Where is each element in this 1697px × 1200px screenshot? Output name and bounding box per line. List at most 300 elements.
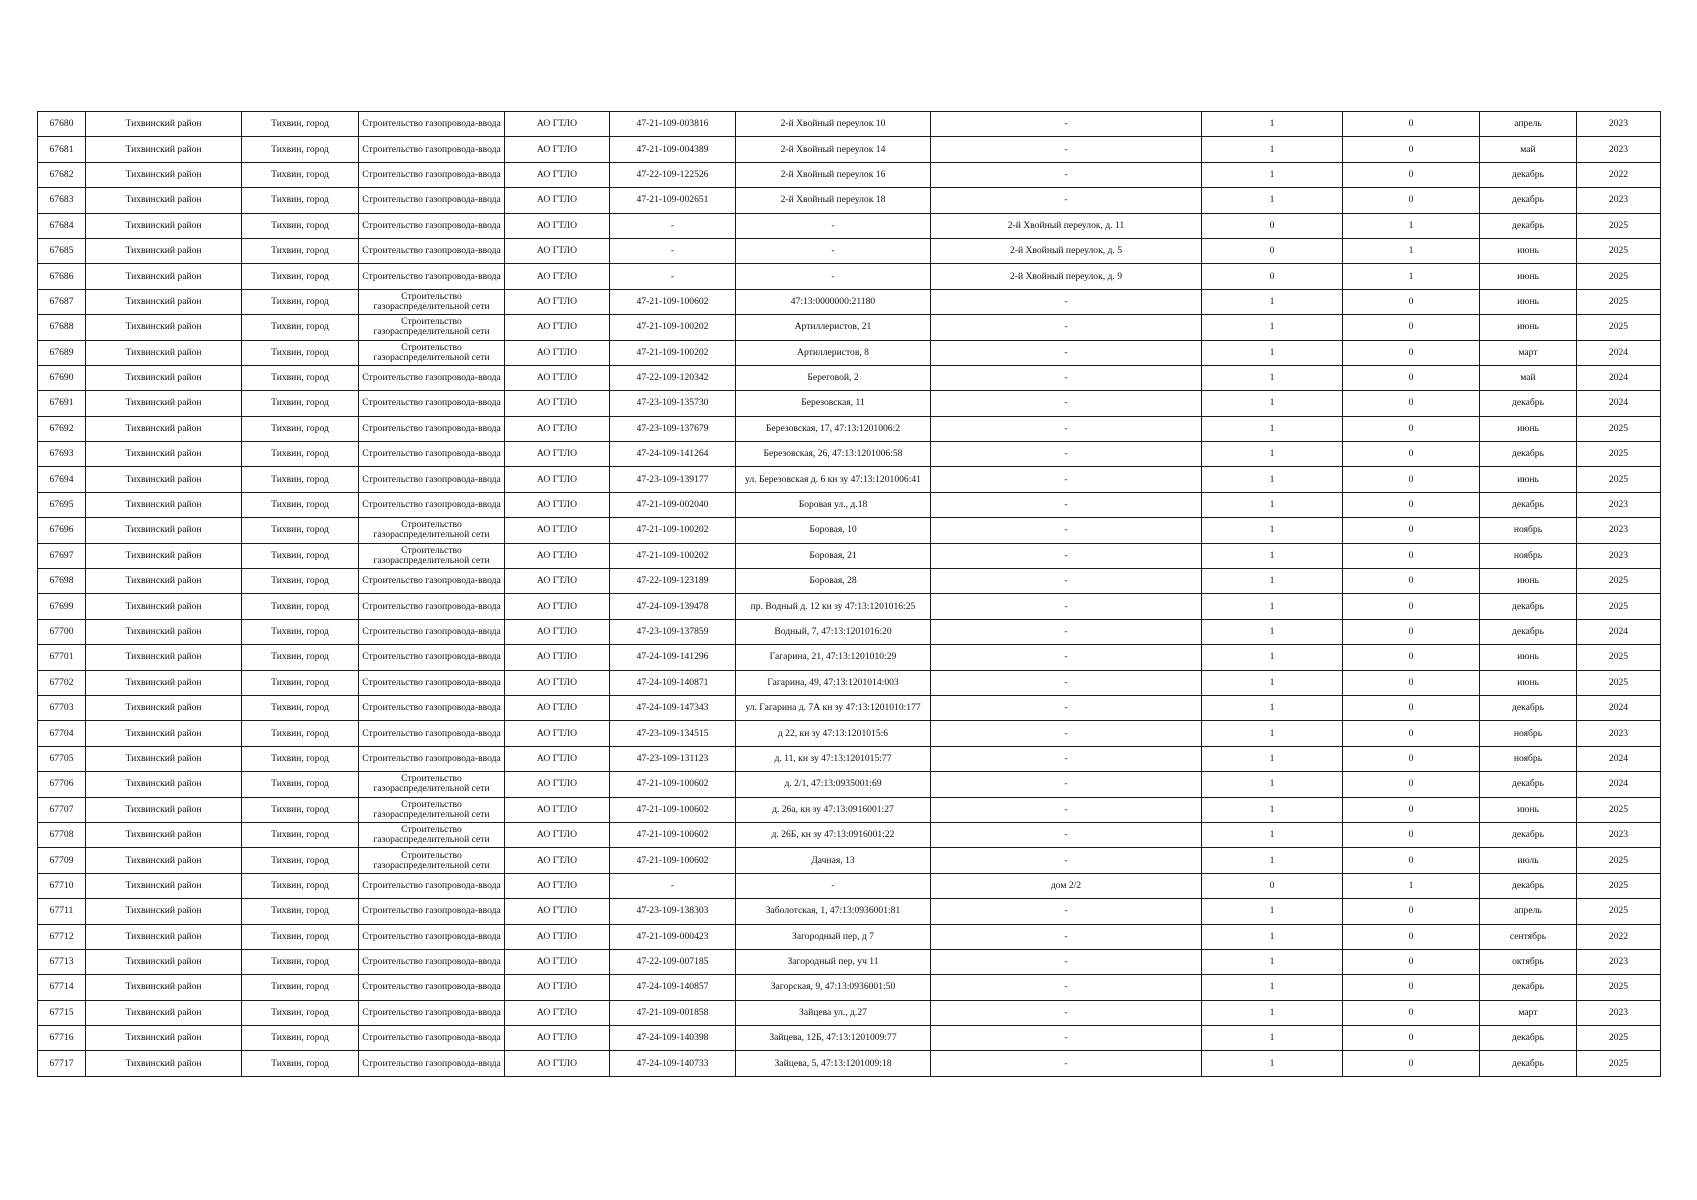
table-row — [38, 162, 1661, 187]
settlement-cell: Тихвин, город — [242, 543, 359, 568]
district-cell: Тихвинский район — [86, 695, 242, 720]
connection-address-cell: ул. Березовская д. 6 кн зу 47:13:1201006:41 — [736, 467, 931, 492]
record-number-cell: 67687 — [38, 289, 86, 314]
work-type-cell: Строительство газопровода-ввода — [359, 492, 505, 517]
record-number-cell: 67711 — [38, 899, 86, 924]
work-type-cell: Строительство газопровода-ввода — [359, 188, 505, 213]
planned-address-cell: 2-й Хвойный переулок, д. 5 — [931, 238, 1202, 263]
district-cell: Тихвинский район — [86, 873, 242, 898]
month-cell: декабрь — [1480, 442, 1577, 467]
connection-address-cell: д. 26Б, кн зу 47:13:0916001:22 — [736, 822, 931, 847]
month-cell: июнь — [1480, 569, 1577, 594]
connection-address-cell: Березовская, 11 — [736, 391, 931, 416]
record-number-cell: 67702 — [38, 670, 86, 695]
count-a-cell: 1 — [1202, 162, 1343, 187]
district-cell: Тихвинский район — [86, 721, 242, 746]
month-cell: июнь — [1480, 467, 1577, 492]
record-number-cell: 67680 — [38, 112, 86, 137]
contract-number-cell: 47-24-109-141296 — [610, 645, 736, 670]
organization-cell: АО ГТЛО — [505, 1026, 610, 1051]
contract-number-cell: 47-21-109-100602 — [610, 848, 736, 873]
organization-cell: АО ГТЛО — [505, 695, 610, 720]
count-b-cell: 0 — [1343, 518, 1480, 543]
district-cell: Тихвинский район — [86, 416, 242, 441]
work-type-cell: Строительство газопровода-ввода — [359, 162, 505, 187]
planned-address-cell: - — [931, 416, 1202, 441]
settlement-cell: Тихвин, город — [242, 949, 359, 974]
settlement-cell: Тихвин, город — [242, 340, 359, 365]
contract-number-cell: 47-21-109-100202 — [610, 340, 736, 365]
planned-address-cell: - — [931, 188, 1202, 213]
work-type-cell: Строительство газораспределительной сети — [359, 543, 505, 568]
count-a-cell: 1 — [1202, 670, 1343, 695]
settlement-cell: Тихвин, город — [242, 264, 359, 289]
district-cell: Тихвинский район — [86, 391, 242, 416]
month-cell: май — [1480, 365, 1577, 390]
settlement-cell: Тихвин, город — [242, 1051, 359, 1076]
table-row — [38, 848, 1661, 873]
year-cell: 2023 — [1577, 188, 1661, 213]
table-row — [38, 721, 1661, 746]
year-cell: 2025 — [1577, 594, 1661, 619]
table-row — [38, 1051, 1661, 1076]
contract-number-cell: 47-24-109-140871 — [610, 670, 736, 695]
work-type-cell: Строительство газопровода-ввода — [359, 264, 505, 289]
district-cell: Тихвинский район — [86, 365, 242, 390]
count-b-cell: 0 — [1343, 746, 1480, 771]
record-number-cell: 67692 — [38, 416, 86, 441]
record-number-cell: 67682 — [38, 162, 86, 187]
count-a-cell: 1 — [1202, 746, 1343, 771]
work-type-cell: Строительство газопровода-ввода — [359, 569, 505, 594]
connection-address-cell: Зайцева, 5, 47:13:1201009:18 — [736, 1051, 931, 1076]
month-cell: ноябрь — [1480, 518, 1577, 543]
connection-address-cell: ул. Гагарина д. 7А кн зу 47:13:1201010:177 — [736, 695, 931, 720]
work-type-cell: Строительство газопровода-ввода — [359, 467, 505, 492]
work-type-cell: Строительство газопровода-ввода — [359, 416, 505, 441]
count-b-cell: 0 — [1343, 442, 1480, 467]
count-b-cell: 0 — [1343, 1026, 1480, 1051]
year-cell: 2023 — [1577, 949, 1661, 974]
month-cell: декабрь — [1480, 492, 1577, 517]
planned-address-cell: - — [931, 1000, 1202, 1025]
organization-cell: АО ГТЛО — [505, 264, 610, 289]
count-a-cell: 1 — [1202, 1000, 1343, 1025]
organization-cell: АО ГТЛО — [505, 543, 610, 568]
contract-number-cell: 47-23-109-135730 — [610, 391, 736, 416]
year-cell: 2025 — [1577, 442, 1661, 467]
organization-cell: АО ГТЛО — [505, 315, 610, 340]
year-cell: 2025 — [1577, 645, 1661, 670]
table-row — [38, 670, 1661, 695]
connection-address-cell: пр. Водный д. 12 кн зу 47:13:1201016:25 — [736, 594, 931, 619]
work-type-cell: Строительство газораспределительной сети — [359, 772, 505, 797]
table-row — [38, 238, 1661, 263]
month-cell: сентябрь — [1480, 924, 1577, 949]
settlement-cell: Тихвин, город — [242, 645, 359, 670]
table-row — [38, 391, 1661, 416]
planned-address-cell: - — [931, 137, 1202, 162]
count-b-cell: 1 — [1343, 264, 1480, 289]
district-cell: Тихвинский район — [86, 188, 242, 213]
planned-address-cell: - — [931, 1051, 1202, 1076]
work-type-cell: Строительство газопровода-ввода — [359, 619, 505, 644]
work-type-cell: Строительство газопровода-ввода — [359, 594, 505, 619]
planned-address-cell: - — [931, 924, 1202, 949]
count-b-cell: 0 — [1343, 162, 1480, 187]
organization-cell: АО ГТЛО — [505, 594, 610, 619]
work-type-cell: Строительство газопровода-ввода — [359, 213, 505, 238]
contract-number-cell: 47-23-109-138303 — [610, 899, 736, 924]
table-row — [38, 442, 1661, 467]
work-type-cell: Строительство газопровода-ввода — [359, 442, 505, 467]
count-b-cell: 0 — [1343, 112, 1480, 137]
record-number-cell: 67693 — [38, 442, 86, 467]
organization-cell: АО ГТЛО — [505, 569, 610, 594]
settlement-cell: Тихвин, город — [242, 670, 359, 695]
table-row — [38, 746, 1661, 771]
month-cell: ноябрь — [1480, 543, 1577, 568]
organization-cell: АО ГТЛО — [505, 112, 610, 137]
district-cell: Тихвинский район — [86, 213, 242, 238]
table-body — [38, 112, 1661, 1077]
table-row — [38, 289, 1661, 314]
count-b-cell: 0 — [1343, 365, 1480, 390]
contract-number-cell: 47-21-109-002040 — [610, 492, 736, 517]
record-number-cell: 67699 — [38, 594, 86, 619]
planned-address-cell: - — [931, 442, 1202, 467]
month-cell: июнь — [1480, 797, 1577, 822]
month-cell: июль — [1480, 848, 1577, 873]
work-type-cell: Строительство газопровода-ввода — [359, 873, 505, 898]
table-row — [38, 873, 1661, 898]
contract-number-cell: 47-24-109-141264 — [610, 442, 736, 467]
table-row — [38, 695, 1661, 720]
work-type-cell: Строительство газопровода-ввода — [359, 975, 505, 1000]
settlement-cell: Тихвин, город — [242, 975, 359, 1000]
settlement-cell: Тихвин, город — [242, 873, 359, 898]
organization-cell: АО ГТЛО — [505, 619, 610, 644]
table-row — [38, 315, 1661, 340]
work-type-cell: Строительство газопровода-ввода — [359, 924, 505, 949]
count-a-cell: 1 — [1202, 442, 1343, 467]
planned-address-cell: 2-й Хвойный переулок, д. 9 — [931, 264, 1202, 289]
organization-cell: АО ГТЛО — [505, 162, 610, 187]
organization-cell: АО ГТЛО — [505, 238, 610, 263]
count-b-cell: 0 — [1343, 594, 1480, 619]
settlement-cell: Тихвин, город — [242, 137, 359, 162]
work-type-cell: Строительство газораспределительной сети — [359, 518, 505, 543]
settlement-cell: Тихвин, город — [242, 899, 359, 924]
settlement-cell: Тихвин, город — [242, 391, 359, 416]
count-b-cell: 0 — [1343, 670, 1480, 695]
year-cell: 2023 — [1577, 822, 1661, 847]
settlement-cell: Тихвин, город — [242, 772, 359, 797]
connection-address-cell: 47:13:0000000:21180 — [736, 289, 931, 314]
planned-address-cell: дом 2/2 — [931, 873, 1202, 898]
count-b-cell: 0 — [1343, 569, 1480, 594]
planned-address-cell: 2-й Хвойный переулок, д. 11 — [931, 213, 1202, 238]
connection-address-cell: Загорская, 9, 47:13:0936001:50 — [736, 975, 931, 1000]
planned-address-cell: - — [931, 1026, 1202, 1051]
planned-address-cell: - — [931, 848, 1202, 873]
year-cell: 2023 — [1577, 112, 1661, 137]
contract-number-cell: 47-24-109-139478 — [610, 594, 736, 619]
connection-address-cell: - — [736, 238, 931, 263]
connection-address-cell: - — [736, 264, 931, 289]
work-type-cell: Строительство газораспределительной сети — [359, 822, 505, 847]
table-row — [38, 137, 1661, 162]
work-type-cell: Строительство газопровода-ввода — [359, 746, 505, 771]
table-row — [38, 645, 1661, 670]
planned-address-cell: - — [931, 289, 1202, 314]
planned-address-cell: - — [931, 492, 1202, 517]
settlement-cell: Тихвин, город — [242, 442, 359, 467]
record-number-cell: 67696 — [38, 518, 86, 543]
month-cell: декабрь — [1480, 772, 1577, 797]
count-b-cell: 0 — [1343, 975, 1480, 1000]
work-type-cell: Строительство газораспределительной сети — [359, 289, 505, 314]
year-cell: 2023 — [1577, 137, 1661, 162]
connection-address-cell: Артиллеристов, 8 — [736, 340, 931, 365]
settlement-cell: Тихвин, город — [242, 594, 359, 619]
contract-number-cell: 47-22-109-007185 — [610, 949, 736, 974]
contract-number-cell: 47-23-109-137859 — [610, 619, 736, 644]
month-cell: декабрь — [1480, 822, 1577, 847]
year-cell: 2022 — [1577, 162, 1661, 187]
contract-number-cell: 47-21-109-100602 — [610, 822, 736, 847]
month-cell: декабрь — [1480, 594, 1577, 619]
connection-address-cell: Водный, 7, 47:13:1201016:20 — [736, 619, 931, 644]
count-b-cell: 0 — [1343, 899, 1480, 924]
count-a-cell: 1 — [1202, 416, 1343, 441]
year-cell: 2024 — [1577, 772, 1661, 797]
contract-number-cell: - — [610, 264, 736, 289]
settlement-cell: Тихвин, город — [242, 721, 359, 746]
connection-address-cell: Заболотская, 1, 47:13:0936001:81 — [736, 899, 931, 924]
settlement-cell: Тихвин, город — [242, 1026, 359, 1051]
contract-number-cell: 47-21-109-001858 — [610, 1000, 736, 1025]
planned-address-cell: - — [931, 315, 1202, 340]
connection-address-cell: Боровая, 28 — [736, 569, 931, 594]
connection-address-cell: Боровая, 21 — [736, 543, 931, 568]
organization-cell: АО ГТЛО — [505, 873, 610, 898]
planned-address-cell: - — [931, 162, 1202, 187]
count-a-cell: 1 — [1202, 289, 1343, 314]
district-cell: Тихвинский район — [86, 670, 242, 695]
contract-number-cell: 47-21-109-000423 — [610, 924, 736, 949]
count-a-cell: 1 — [1202, 467, 1343, 492]
record-number-cell: 67698 — [38, 569, 86, 594]
year-cell: 2024 — [1577, 365, 1661, 390]
organization-cell: АО ГТЛО — [505, 1000, 610, 1025]
work-type-cell: Строительство газораспределительной сети — [359, 848, 505, 873]
district-cell: Тихвинский район — [86, 289, 242, 314]
organization-cell: АО ГТЛО — [505, 848, 610, 873]
connection-address-cell: - — [736, 873, 931, 898]
settlement-cell: Тихвин, город — [242, 162, 359, 187]
organization-cell: АО ГТЛО — [505, 772, 610, 797]
month-cell: декабрь — [1480, 188, 1577, 213]
table-row — [38, 416, 1661, 441]
month-cell: ноябрь — [1480, 746, 1577, 771]
month-cell: декабрь — [1480, 391, 1577, 416]
year-cell: 2024 — [1577, 695, 1661, 720]
district-cell: Тихвинский район — [86, 543, 242, 568]
count-b-cell: 0 — [1343, 848, 1480, 873]
work-type-cell: Строительство газопровода-ввода — [359, 695, 505, 720]
settlement-cell: Тихвин, город — [242, 188, 359, 213]
year-cell: 2025 — [1577, 1051, 1661, 1076]
count-b-cell: 0 — [1343, 721, 1480, 746]
contract-number-cell: 47-24-109-140733 — [610, 1051, 736, 1076]
work-type-cell: Строительство газопровода-ввода — [359, 1026, 505, 1051]
contract-number-cell: 47-21-109-100602 — [610, 772, 736, 797]
work-type-cell: Строительство газопровода-ввода — [359, 137, 505, 162]
organization-cell: АО ГТЛО — [505, 442, 610, 467]
record-number-cell: 67695 — [38, 492, 86, 517]
contract-number-cell: 47-23-109-134515 — [610, 721, 736, 746]
table-row — [38, 772, 1661, 797]
connection-address-cell: 2-й Хвойный переулок 16 — [736, 162, 931, 187]
contract-number-cell: 47-21-109-002651 — [610, 188, 736, 213]
record-number-cell: 67697 — [38, 543, 86, 568]
month-cell: октябрь — [1480, 949, 1577, 974]
year-cell: 2024 — [1577, 340, 1661, 365]
settlement-cell: Тихвин, город — [242, 365, 359, 390]
record-number-cell: 67709 — [38, 848, 86, 873]
count-b-cell: 0 — [1343, 1000, 1480, 1025]
month-cell: декабрь — [1480, 695, 1577, 720]
table-row — [38, 492, 1661, 517]
year-cell: 2025 — [1577, 670, 1661, 695]
connection-address-cell: Береговой, 2 — [736, 365, 931, 390]
table-row — [38, 213, 1661, 238]
table-row — [38, 188, 1661, 213]
year-cell: 2025 — [1577, 975, 1661, 1000]
count-b-cell: 0 — [1343, 137, 1480, 162]
record-number-cell: 67700 — [38, 619, 86, 644]
record-number-cell: 67708 — [38, 822, 86, 847]
record-number-cell: 67694 — [38, 467, 86, 492]
month-cell: декабрь — [1480, 619, 1577, 644]
table-row — [38, 924, 1661, 949]
settlement-cell: Тихвин, город — [242, 518, 359, 543]
count-a-cell: 1 — [1202, 975, 1343, 1000]
count-a-cell: 1 — [1202, 822, 1343, 847]
district-cell: Тихвинский район — [86, 1000, 242, 1025]
organization-cell: АО ГТЛО — [505, 975, 610, 1000]
settlement-cell: Тихвин, город — [242, 289, 359, 314]
district-cell: Тихвинский район — [86, 848, 242, 873]
count-b-cell: 0 — [1343, 645, 1480, 670]
year-cell: 2025 — [1577, 315, 1661, 340]
contract-number-cell: 47-21-109-100202 — [610, 543, 736, 568]
district-cell: Тихвинский район — [86, 442, 242, 467]
contract-number-cell: 47-21-109-003816 — [610, 112, 736, 137]
count-a-cell: 1 — [1202, 899, 1343, 924]
contract-number-cell: 47-23-109-137679 — [610, 416, 736, 441]
count-a-cell: 1 — [1202, 137, 1343, 162]
district-cell: Тихвинский район — [86, 1051, 242, 1076]
planned-address-cell: - — [931, 721, 1202, 746]
table-row — [38, 797, 1661, 822]
record-number-cell: 67689 — [38, 340, 86, 365]
contract-number-cell: 47-21-109-100602 — [610, 289, 736, 314]
month-cell: июнь — [1480, 645, 1577, 670]
count-a-cell: 1 — [1202, 619, 1343, 644]
settlement-cell: Тихвин, город — [242, 848, 359, 873]
work-type-cell: Строительство газопровода-ввода — [359, 391, 505, 416]
organization-cell: АО ГТЛО — [505, 137, 610, 162]
month-cell: июнь — [1480, 315, 1577, 340]
table-row — [38, 619, 1661, 644]
planned-address-cell: - — [931, 365, 1202, 390]
contract-number-cell: 47-21-109-004389 — [610, 137, 736, 162]
year-cell: 2025 — [1577, 873, 1661, 898]
month-cell: декабрь — [1480, 1026, 1577, 1051]
table-row — [38, 518, 1661, 543]
work-type-cell: Строительство газопровода-ввода — [359, 112, 505, 137]
settlement-cell: Тихвин, город — [242, 112, 359, 137]
record-number-cell: 67714 — [38, 975, 86, 1000]
contract-number-cell: 47-23-109-139177 — [610, 467, 736, 492]
record-number-cell: 67717 — [38, 1051, 86, 1076]
settlement-cell: Тихвин, город — [242, 467, 359, 492]
district-cell: Тихвинский район — [86, 162, 242, 187]
count-b-cell: 1 — [1343, 238, 1480, 263]
count-b-cell: 1 — [1343, 873, 1480, 898]
organization-cell: АО ГТЛО — [505, 1051, 610, 1076]
contract-number-cell: - — [610, 238, 736, 263]
record-number-cell: 67715 — [38, 1000, 86, 1025]
count-a-cell: 1 — [1202, 772, 1343, 797]
organization-cell: АО ГТЛО — [505, 924, 610, 949]
planned-address-cell: - — [931, 899, 1202, 924]
connection-address-cell: - — [736, 213, 931, 238]
count-a-cell: 1 — [1202, 695, 1343, 720]
contract-number-cell: - — [610, 873, 736, 898]
count-a-cell: 1 — [1202, 949, 1343, 974]
gasification-table-sheet — [37, 111, 1660, 1077]
year-cell: 2023 — [1577, 1000, 1661, 1025]
table-row — [38, 594, 1661, 619]
organization-cell: АО ГТЛО — [505, 746, 610, 771]
month-cell: ноябрь — [1480, 721, 1577, 746]
organization-cell: АО ГТЛО — [505, 797, 610, 822]
record-number-cell: 67707 — [38, 797, 86, 822]
contract-number-cell: 47-22-109-123189 — [610, 569, 736, 594]
count-a-cell: 1 — [1202, 1051, 1343, 1076]
table-row — [38, 822, 1661, 847]
record-number-cell: 67710 — [38, 873, 86, 898]
district-cell: Тихвинский район — [86, 772, 242, 797]
count-b-cell: 0 — [1343, 492, 1480, 517]
connection-address-cell: Загородный пер, уч 11 — [736, 949, 931, 974]
settlement-cell: Тихвин, город — [242, 315, 359, 340]
table-row — [38, 569, 1661, 594]
year-cell: 2025 — [1577, 238, 1661, 263]
count-a-cell: 1 — [1202, 112, 1343, 137]
count-b-cell: 0 — [1343, 619, 1480, 644]
district-cell: Тихвинский район — [86, 238, 242, 263]
year-cell: 2025 — [1577, 899, 1661, 924]
organization-cell: АО ГТЛО — [505, 518, 610, 543]
table-row — [38, 899, 1661, 924]
table-row — [38, 975, 1661, 1000]
planned-address-cell: - — [931, 746, 1202, 771]
connection-address-cell: Загородный пер, д 7 — [736, 924, 931, 949]
